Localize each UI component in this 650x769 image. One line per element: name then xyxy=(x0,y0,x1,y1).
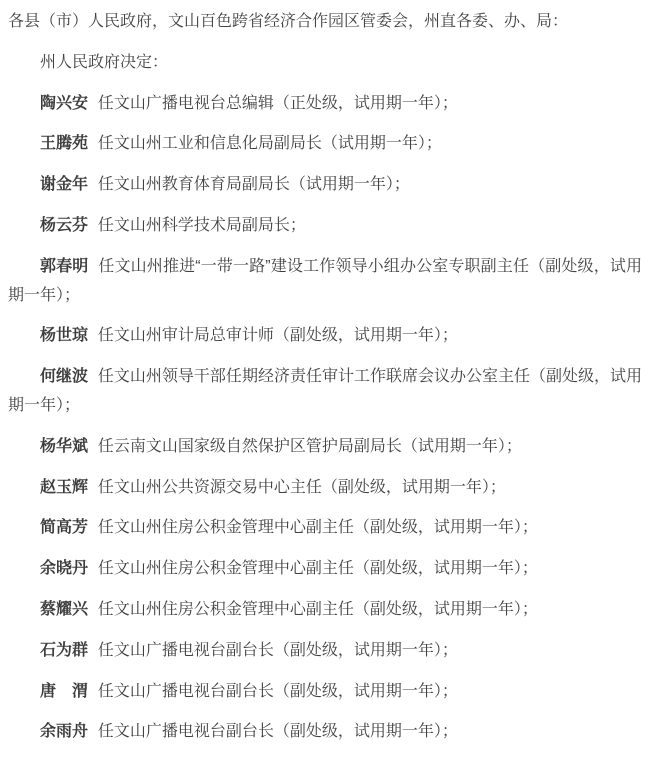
appointment-text: 任文山州科学技术局副局长； xyxy=(97,216,306,234)
appointee-name: 石为群 xyxy=(40,641,89,659)
appointment-text: 任文山广播电视台总编辑（正处级，试用期一年）； xyxy=(97,94,458,112)
appointee-name: 杨云芬 xyxy=(40,216,89,234)
appointment-row xyxy=(8,474,642,503)
appointment-row xyxy=(8,253,642,311)
appointee-name: 杨世琼 xyxy=(40,327,89,345)
intro-paragraph: 州人民政府决定： xyxy=(40,53,169,71)
appointment-text: 任文山州领导干部任期经济责任审计工作联席会议办公室主任（副处级，试用期一年）； xyxy=(8,368,642,414)
appointee-name: 郭春明 xyxy=(40,257,89,275)
appointee-name: 王腾苑 xyxy=(40,135,89,153)
appointee-name: 简高芳 xyxy=(40,519,89,537)
appointment-text: 任文山州住房公积金管理中心副主任（副处级，试用期一年）； xyxy=(97,519,538,537)
appointment-text: 任云南文山国家级自然保护区管护局副局长（试用期一年）； xyxy=(97,437,522,455)
appointment-text: 任文山广播电视台副台长（副处级，试用期一年）； xyxy=(97,723,458,741)
appointment-row xyxy=(8,596,642,625)
appointment-text: 任文山州推进“一带一路”建设工作领导小组办公室专职副主任（副处级，试用期一年）； xyxy=(8,257,642,304)
appointment-text: 任文山州工业和信息化局副局长（试用期一年）； xyxy=(97,135,442,153)
appointee-name: 杨华斌 xyxy=(40,437,89,455)
appointment-text: 任文山州教育体育局副局长（试用期一年）； xyxy=(97,176,410,194)
appointment-row xyxy=(8,130,642,159)
appointment-text: 任文山广播电视台副台长（副处级，试用期一年）； xyxy=(97,641,458,659)
appointee-name: 余雨舟 xyxy=(40,723,89,741)
appointment-row xyxy=(8,171,642,200)
appointment-row xyxy=(8,363,642,421)
appointment-row xyxy=(8,637,642,666)
appointee-name: 蔡耀兴 xyxy=(40,600,89,618)
appointment-row xyxy=(8,212,642,241)
appointment-row xyxy=(8,678,642,707)
appointment-row xyxy=(8,718,642,747)
appointment-row xyxy=(8,90,642,119)
appointee-name: 唐 渭 xyxy=(40,682,89,700)
appointment-row xyxy=(8,555,642,584)
appointee-name: 陶兴安 xyxy=(40,94,89,112)
appointment-text: 任文山州公共资源交易中心主任（副处级，试用期一年）； xyxy=(97,478,506,496)
appointment-text: 任文山广播电视台副台长（副处级，试用期一年）； xyxy=(97,682,458,700)
appointment-row xyxy=(8,433,642,462)
salutation-paragraph: 各县（市）人民政府，文山百色跨省经济合作园区管委会，州直各委、办、局： xyxy=(8,13,569,30)
appointee-name: 赵玉辉 xyxy=(40,478,89,496)
appointment-text: 任文山州审计局总审计师（副处级，试用期一年）； xyxy=(97,327,458,345)
appointee-name: 何继波 xyxy=(40,368,89,386)
appointment-row xyxy=(8,514,642,543)
appointment-row xyxy=(8,322,642,351)
appointment-text: 任文山州住房公积金管理中心副主任（副处级，试用期一年）； xyxy=(97,560,538,578)
appointee-name: 余晓丹 xyxy=(40,560,89,578)
appointment-text: 任文山州住房公积金管理中心副主任（副处级，试用期一年）； xyxy=(97,600,538,618)
appointment-list xyxy=(8,90,642,748)
appointee-name: 谢金年 xyxy=(40,176,89,194)
